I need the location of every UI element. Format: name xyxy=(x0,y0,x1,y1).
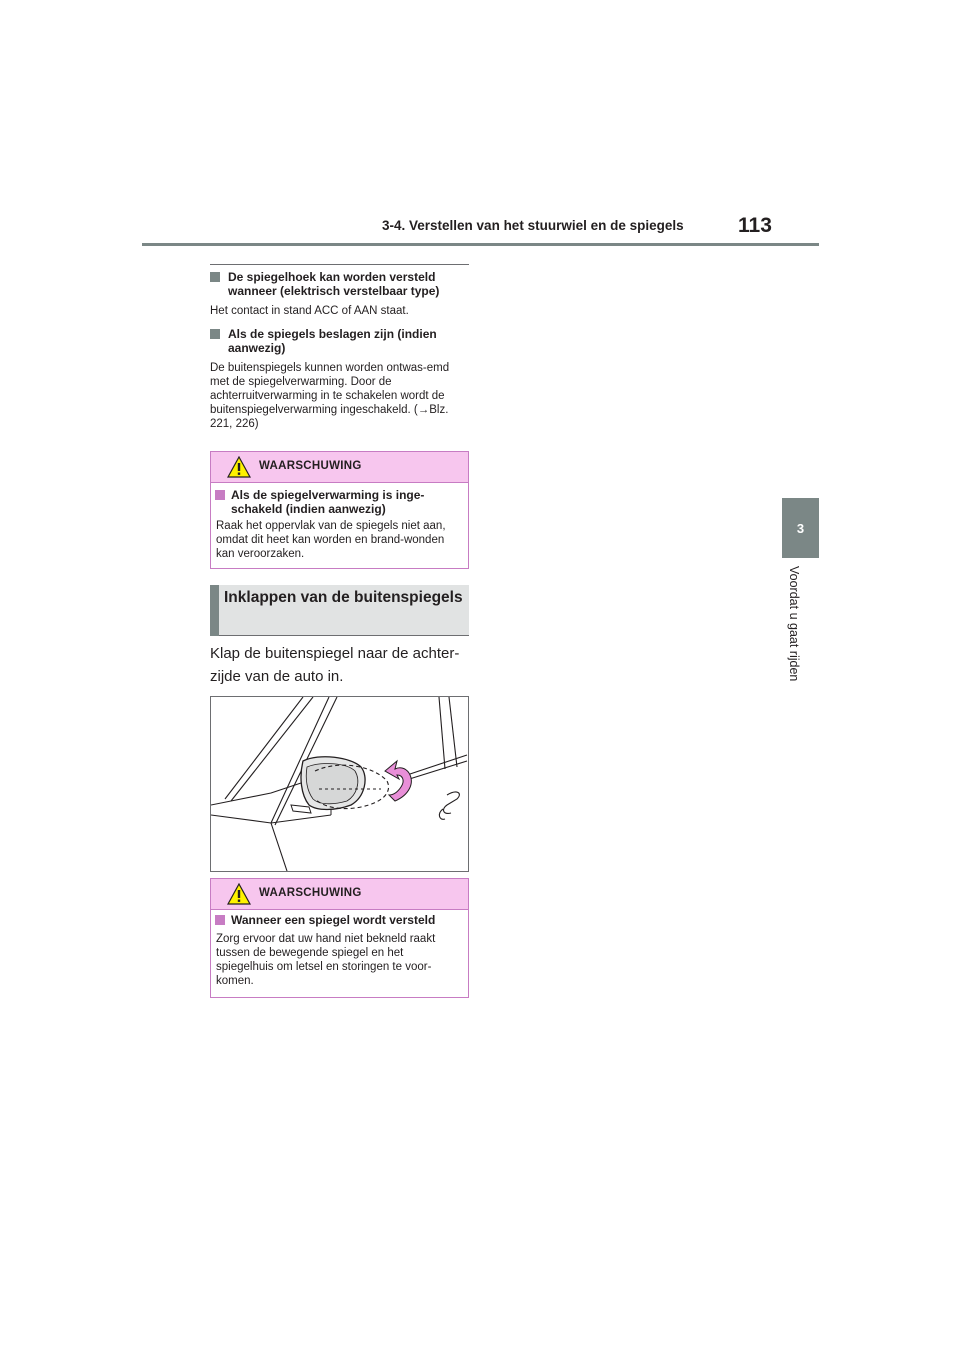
mirror-illustration-drawing xyxy=(211,697,468,871)
header-title: 3-4. Verstellen van het stuurwiel en de spiegels xyxy=(382,218,684,233)
warning-label: WAARSCHUWING xyxy=(259,460,362,472)
chapter-label-text: Voordat u gaat rijden xyxy=(787,566,801,682)
warning-triangle-icon xyxy=(227,883,251,905)
column-top-rule xyxy=(210,264,469,265)
note-heading-mirror-angle: De spiegelhoek kan worden versteld wanneer (elektrisch verstelbaar type) xyxy=(210,270,469,298)
page-number: 113 xyxy=(738,214,772,237)
note-text-mirror-angle: Het contact in stand ACC of AAN staat. xyxy=(210,305,409,317)
bullet-square-icon xyxy=(210,329,220,339)
warning-label: WAARSCHUWING xyxy=(259,887,362,899)
chapter-label xyxy=(787,566,811,746)
section-heading xyxy=(210,585,469,636)
warning-text: Raak het oppervlak van de spiegels niet aan, omdat dit heet kan worden en brand-wonden kan veroorzaken. xyxy=(216,520,446,560)
section-text: Klap de buitenspiegel naar de achter-zijde van de auto in. xyxy=(210,645,460,685)
note-text-fogged-mirrors: De buitenspiegels kunnen worden ontwas-emd met de spiegelverwarming. Door de achterruitverwarming in te schakelen wordt de buitenspiegelverwarming ingeschakeld. (→Blz. 221, 226) xyxy=(210,362,450,430)
warning-box-adjusting xyxy=(210,878,469,998)
mirror-folding-illustration xyxy=(210,696,469,872)
warning-triangle-icon xyxy=(227,456,251,478)
header-rule xyxy=(142,243,819,246)
bullet-square-icon xyxy=(215,915,225,925)
bullet-square-icon xyxy=(215,490,225,500)
warning-heading: Als de spiegelverwarming is inge-schakeld (indien aanwezig) xyxy=(215,488,463,516)
bullet-square-icon xyxy=(210,272,220,282)
warning-header xyxy=(211,452,468,483)
warning-box-heating xyxy=(210,451,469,569)
fold-arrow-icon xyxy=(385,761,411,801)
warning-header xyxy=(211,879,468,910)
note-heading-fogged-mirrors: Als de spiegels beslagen zijn (indien aanwezig) xyxy=(210,327,469,355)
section-title: Inklappen van de buitenspiegels xyxy=(224,589,463,606)
warning-heading: Wanneer een spiegel wordt versteld xyxy=(215,913,463,927)
chapter-number: 3 xyxy=(796,520,805,536)
section-heading-bar xyxy=(210,585,219,636)
warning-text: Zorg ervoor dat uw hand niet bekneld raakt tussen de bewegende spiegel en het spiegelhuis om letsel en storingen te voor-komen. xyxy=(216,933,436,987)
chapter-tab xyxy=(782,498,819,558)
